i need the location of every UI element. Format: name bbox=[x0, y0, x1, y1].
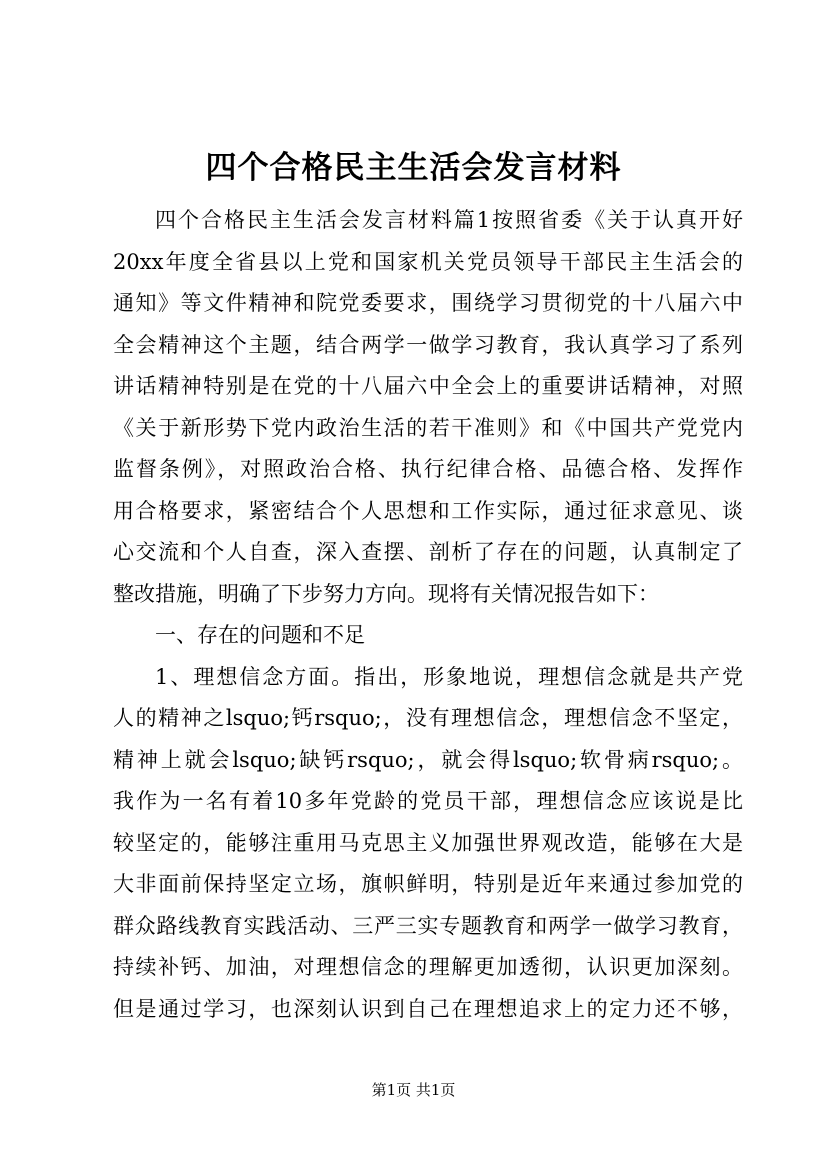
body-line: 《关于新形势下党内政治生活的若干准则》和《中国共产党党内 bbox=[113, 415, 743, 440]
body-line: 监督条例》，对照政治合格、执行纪律合格、品德合格、发挥作 bbox=[113, 457, 743, 481]
page-footer: 第1页 共1页 bbox=[371, 1081, 456, 1099]
body-line: 大非面前保持坚定立场，旗帜鲜明，特别是近年来通过参加党的 bbox=[113, 872, 743, 896]
body-line: 群众路线教育实践活动、三严三实专题教育和两学一做学习教育， bbox=[113, 913, 743, 938]
body-line: 用合格要求，紧密结合个人思想和工作实际，通过征求意见、谈 bbox=[113, 498, 743, 523]
body-line: 精神上就会lsquo;缺钙rsquo;，就会得lsquo;软骨病rsquo;。 bbox=[113, 747, 743, 772]
body-line: 但是通过学习，也深刻认识到自己在理想追求上的定力还不够， bbox=[113, 996, 743, 1021]
body-line: 人的精神之lsquo;钙rsquo;，没有理想信念，理想信念不坚定， bbox=[113, 706, 743, 730]
body-line: 20xx年度全省县以上党和国家机关党员领导干部民主生活会的 bbox=[113, 249, 743, 274]
body-line: 1、理想信念方面。指出，形象地说，理想信念就是共产党 bbox=[155, 664, 743, 689]
body-line: 全会精神这个主题，结合两学一做学习教育，我认真学习了系列 bbox=[113, 332, 743, 357]
document-title: 四个合格民主生活会发言材料 bbox=[205, 150, 622, 186]
body-line: 较坚定的，能够注重用马克思主义加强世界观改造，能够在大是 bbox=[113, 830, 743, 855]
body-line: 通知》等文件精神和院党委要求，围绕学习贯彻党的十八届六中 bbox=[113, 291, 743, 315]
body-line: 讲话精神特别是在党的十八届六中全会上的重要讲话精神，对照 bbox=[113, 374, 743, 398]
body-line: 持续补钙、加油，对理想信念的理解更加透彻，认识更加深刻。 bbox=[113, 955, 743, 979]
body-line: 心交流和个人自查，深入查摆、剖析了存在的问题，认真制定了 bbox=[113, 540, 743, 564]
body-line: 整改措施，明确了下步努力方向。现将有关情况报告如下： bbox=[113, 581, 659, 606]
body-line: 四个合格民主生活会发言材料篇1按照省委《关于认真开好 bbox=[155, 208, 743, 232]
section-heading: 一、存在的问题和不足 bbox=[155, 623, 365, 647]
body-line: 我作为一名有着10多年党龄的党员干部，理想信念应该说是比 bbox=[113, 789, 743, 813]
document-body bbox=[113, 200, 743, 1030]
